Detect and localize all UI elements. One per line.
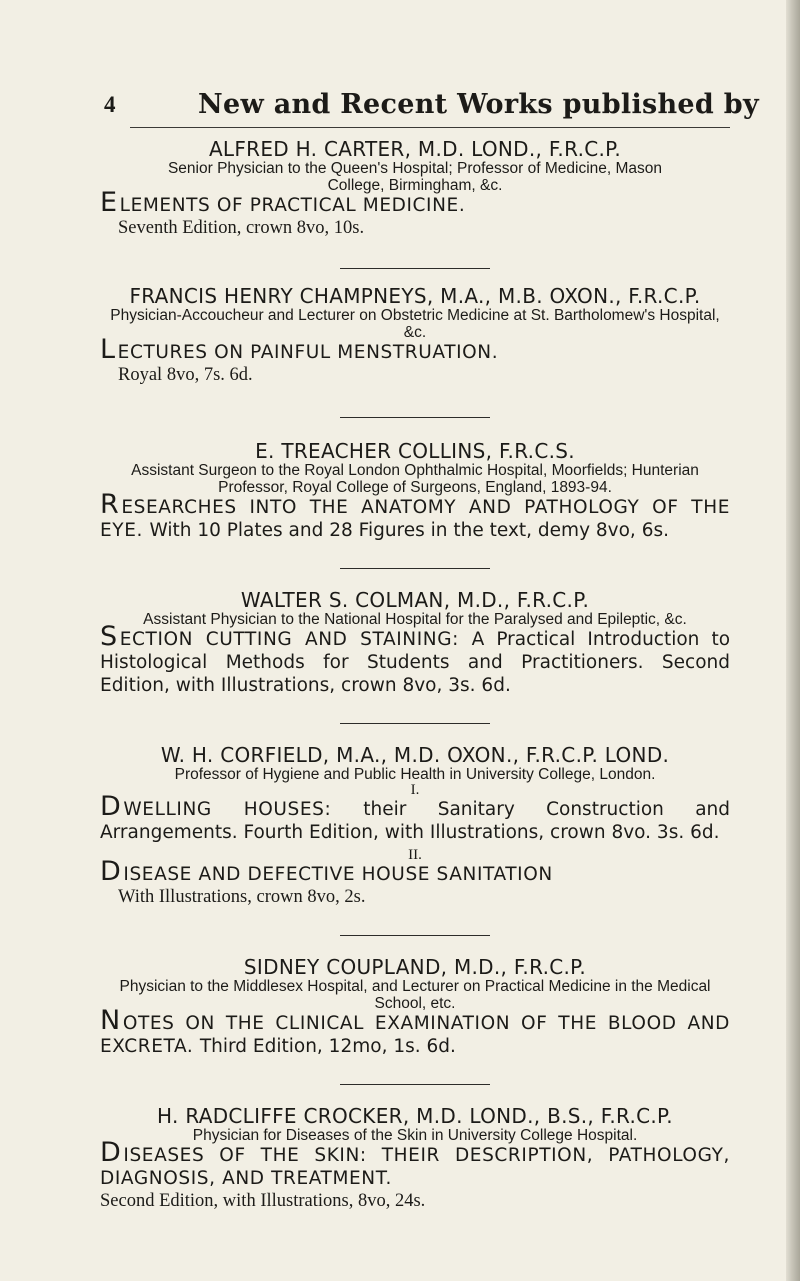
book-title	[100, 791, 731, 844]
separator-rule	[340, 1084, 490, 1085]
separator-rule	[340, 568, 490, 569]
title-text: LEMENTS OF PRACTICAL MEDICINE.	[119, 195, 466, 216]
book-title	[100, 621, 731, 697]
author-name: E. TREACHER COLLINS, F.R.C.S.	[255, 439, 575, 463]
title-text: OTES ON THE CLINICAL EXAMINATION OF THE BLOOD AND EXCRETA.	[100, 1013, 730, 1057]
entry-crocker	[100, 1105, 730, 1213]
book-title	[100, 1137, 730, 1190]
page-edge	[786, 0, 800, 1281]
author-name: W. H. CORFIELD, M.A., M.D. OXON., F.R.C.P. LOND.	[160, 743, 670, 767]
book-detail: With 10 Plates and 28 Figures in the text, demy 8vo, 6s.	[149, 520, 669, 541]
author-name: WALTER S. COLMAN, M.D., F.R.C.P.	[240, 588, 590, 612]
title-initial: E	[100, 187, 118, 218]
book-detail: Royal 8vo, 7s. 6d.	[118, 365, 253, 385]
entry-coupland	[100, 956, 730, 1058]
author-name: H. RADCLIFFE CROCKER, M.D. LOND., B.S., F.R.C.P.	[157, 1104, 673, 1128]
separator-rule	[340, 935, 490, 936]
book-detail: Second Edition, with Illustrations, 8vo, 24s.	[100, 1191, 426, 1211]
author-description: Physician to the Middlesex Hospital, and Lecturer on Practical Medicine in the Medical School, etc.	[119, 978, 711, 1012]
book-detail: A Practical Introduction to Histological Methods for Students and Practitioners. Second Edition, with Illustrations, crown 8vo, 3s. 6d.	[100, 629, 731, 696]
title-initial: D	[100, 1137, 122, 1168]
title-text: ECTURES ON PAINFUL MENSTRUATION.	[117, 342, 499, 363]
book-title	[100, 187, 730, 218]
title-initial: D	[100, 791, 122, 822]
book-title	[100, 334, 730, 365]
page-header	[100, 0, 759, 124]
book-detail: Seventh Edition, crown 8vo, 10s.	[118, 218, 365, 238]
book-detail: Third Edition, 12mo, 1s. 6d.	[199, 1036, 456, 1057]
title-text: ISEASE AND DEFECTIVE HOUSE SANITATION	[123, 864, 553, 885]
title-text: WELLING HOUSES:	[123, 799, 332, 820]
author-description: Assistant Physician to the National Hospital for the Paralysed and Epileptic, &c.	[143, 611, 687, 628]
page-number: 4	[104, 92, 116, 117]
title-initial: D	[100, 856, 122, 887]
book-title	[100, 1005, 730, 1058]
author-description: Professor of Hygiene and Public Health in University College, London.	[174, 766, 656, 783]
title-initial: N	[100, 1005, 121, 1036]
separator-rule	[340, 268, 490, 269]
title-text: ECTION CUTTING AND STAINING:	[119, 629, 459, 650]
entry-champneys	[100, 285, 730, 387]
separator-rule	[340, 417, 490, 418]
title-initial: L	[100, 334, 116, 365]
work-numeral: I.	[410, 782, 420, 798]
entry-collins	[100, 440, 730, 542]
entry-carter	[100, 138, 730, 240]
book-detail: With Illustrations, crown 8vo, 2s.	[118, 887, 366, 907]
header-rule	[130, 127, 730, 128]
book-detail: their Sanitary Construction and Arrangements. Fourth Edition, with Illustrations, crown 8vo. 3s. 6d.	[100, 799, 731, 843]
author-description: Senior Physician to the Queen's Hospital; Professor of Medicine, Mason College, Birmingham, &c.	[167, 160, 663, 194]
author-name: ALFRED H. CARTER, M.D. LOND., F.R.C.P.	[208, 137, 622, 161]
title-text: ESEARCHES INTO THE ANATOMY AND PATHOLOGY OF THE EYE.	[100, 497, 730, 541]
author-description: Physician for Diseases of the Skin in University College Hospital.	[192, 1127, 638, 1144]
author-description: Assistant Surgeon to the Royal London Ophthalmic Hospital, Moorfields; Hunterian Professor, Royal College of Surgeons, England, 1893-94.	[131, 462, 699, 496]
work-numeral: II.	[408, 847, 422, 863]
separator-rule	[340, 723, 490, 724]
author-name: SIDNEY COUPLAND, M.D., F.R.C.P.	[243, 955, 587, 979]
entry-corfield	[100, 744, 730, 909]
author-description: Physician-Accoucheur and Lecturer on Obstetric Medicine at St. Bartholomew's Hospital, &c.	[110, 307, 720, 341]
title-initial: R	[100, 489, 120, 520]
title-initial: S	[100, 621, 118, 652]
running-head: New and Recent Works published by	[198, 89, 759, 120]
book-title	[100, 856, 730, 887]
book-title	[100, 489, 730, 542]
entry-colman	[100, 589, 730, 697]
author-name: FRANCIS HENRY CHAMPNEYS, M.A., M.B. OXON., F.R.C.P.	[129, 284, 701, 308]
title-text: ISEASES OF THE SKIN: THEIR DESCRIPTION, PATHOLOGY, DIAGNOSIS, AND TREATMENT.	[100, 1145, 730, 1189]
book-page	[100, 0, 759, 1213]
